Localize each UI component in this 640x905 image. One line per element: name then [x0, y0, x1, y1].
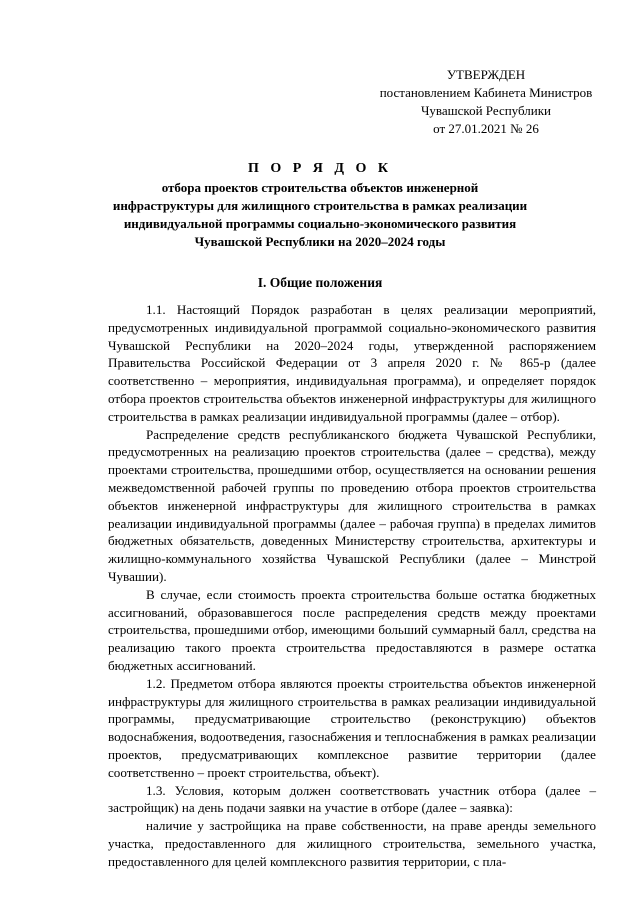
document-subtitle-line-1: отбора проектов строительства объектов инженерной [161, 180, 479, 195]
paragraph-distribution: Распределение средств республиканского бюджета Чувашской Республики, предусмотренных на реализацию проектов строительства (далее – средства), между проектами строительства, прошедшими отбор, осуществляется на основании решения межведомственной рабочей группы по проведению отбора проектов строительства объектов инженерной инфраструктуры для жилищного строительства в рамках реализации индивидуальной программы (далее – рабочая группа) в пределах лимитов бюджетных обязательств, доведенных Министерству строительства, архитектуры и жилищно-коммунального хозяйства Чувашской Республики (далее – Минстрой Чувашии). [108, 426, 596, 584]
approval-line-3: Чувашской Республики [420, 103, 552, 118]
document-title-block [100, 160, 540, 251]
section-heading: I. Общие положения [257, 275, 383, 290]
approval-line-2: постановлением Кабинета Министров [379, 85, 593, 100]
paragraph-1-3: 1.3. Условия, которым должен соответствовать участник отбора (далее – застройщик) на день подачи заявки на участие в отборе (далее – заявка): [108, 782, 596, 816]
document-subtitle-line-2: инфраструктуры для жилищного строительства в рамках реализации [112, 198, 528, 213]
paragraph-1-1: 1.1. Настоящий Порядок разработан в целях реализации мероприятий, предусмотренных индивидуальной программой социально-экономического развития Чувашской Республики на 2020–2024 годы, утвержденной распоряжением Правительства Российской Федерации от 3 апреля 2020 г. № 865-р (далее соответственно – мероприятия, индивидуальная программа), и определяет порядок отбора проектов строительства объектов инженерной инфраструктуры для жилищного строительства в рамках реализации индивидуальной программы (далее – отбор). [108, 302, 596, 424]
approval-line-4: от 27.01.2021 № 26 [433, 121, 539, 136]
paragraph-land-plot: наличие у застройщика на праве собственности, на праве аренды земельного участка, предоставленного для жилищного строительства, земельного участка, предоставленного для целей комплексного развития территории, с пла- [108, 818, 596, 869]
document-subtitle-line-4: Чувашской Республики на 2020–2024 годы [194, 234, 446, 249]
approval-line-1: УТВЕРЖДЕН [446, 67, 526, 82]
approval-stamp [366, 66, 606, 138]
paragraph-cost-case: В случае, если стоимость проекта строительства больше остатка бюджетных ассигнований, образовавшегося после распределения средств между проектами строительства, прошедшими отбор, имеющими больший суммарный балл, средства на реализацию такого проекта строительства предоставляются в размере остатка бюджетных ассигнований. [108, 586, 596, 673]
document-subtitle-line-3: индивидуальной программы социально-экономического развития [123, 216, 517, 231]
document-title: П О Р Я Д О К [247, 161, 393, 176]
paragraph-1-2: 1.2. Предметом отбора являются проекты строительства объектов инженерной инфраструктуры для жилищного строительства в рамках реализации индивидуальной программы, предусматривающие строительство (реконструкцию) объектов водоснабжения, водоотведения, газоснабжения и теплоснабжения в рамках реализации проектов, предусматривающих комплексное развитие территории (далее соответственно – проект строительства, объект). [108, 675, 596, 780]
document-body [108, 301, 596, 871]
